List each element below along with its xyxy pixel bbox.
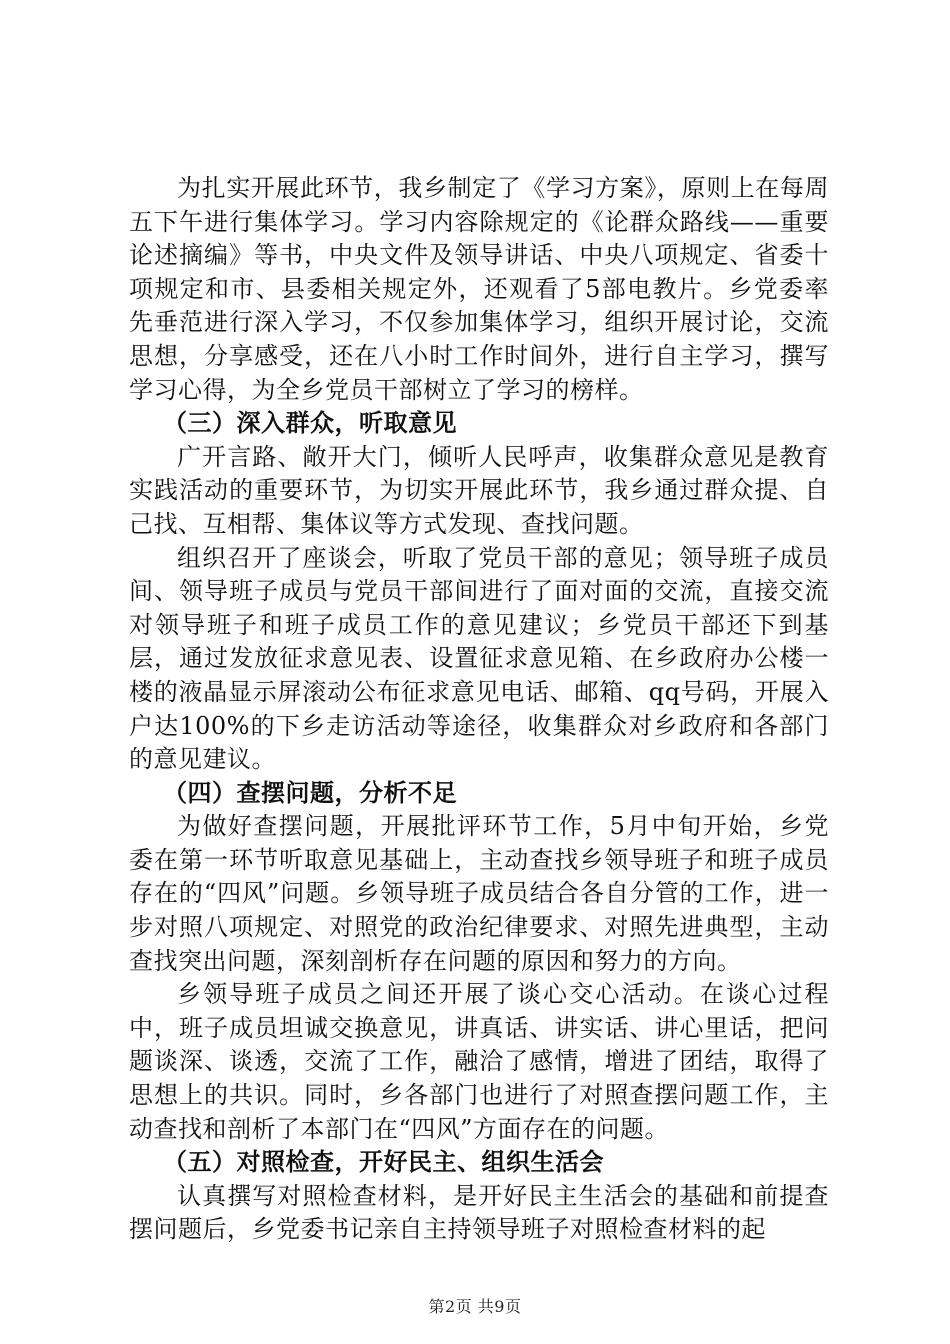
- paragraph-check-materials: 认真撰写对照检查材料，是开好民主生活会的基础和前提查摆问题后，乡党委书记亲自主持领导班子对照检查材料的起: [129, 1181, 829, 1244]
- paragraph-heart-talk: 乡领导班子成员之间还开展了谈心交心活动。在谈心过程中，班子成员坦诚交换意见，讲真话、讲实话、讲心里话，把问题谈深、谈透，交流了工作，融洽了感情，增进了团结，取得了思想上的共识。同时，乡各部门也进行了对照查摆问题工作，主动查找和剖析了本部门在“四风”方面存在的问题。: [129, 980, 829, 1143]
- paragraph-open-channels: 广开言路、敞开大门，倾听人民呼声，收集群众意见是教育实践活动的重要环节，为切实开展此环节，我乡通过群众提、自己找、互相帮、集体议等方式发现、查找问题。: [129, 442, 829, 538]
- section-heading-3: （三）深入群众，听取意见: [163, 409, 457, 438]
- paragraph-symposium: 组织召开了座谈会，听取了党员干部的意见；领导班子成员间、领导班子成员与党员干部间进行了面对面的交流，直接交流对领导班子和班子成员工作的意见建议；乡党员干部还下到基层，通过发放征求意见表、设置征求意见箱、在乡政府办公楼一楼的液晶显示屏滚动公布征求意见电话、邮箱、qq号码，开展入户达100%的下乡走访活动等途径，收集群众对乡政府和各部门的意见建议。: [129, 543, 829, 774]
- section-heading-5: （五）对照检查，开好民主、组织生活会: [163, 1148, 604, 1177]
- document-body: [129, 172, 829, 1247]
- paragraph-find-problems: 为做好查摆问题，开展批评环节工作，5月中旬开始，乡党委在第一环节听取意见基础上，主动查找乡领导班子和班子成员存在的“四风”问题。乡领导班子成员结合各自分管的工作，进一步对照八项规定、对照党的政治纪律要求、对照先进典型，主动查找突出问题，深刻剖析存在问题的原因和努力的方向。: [129, 812, 829, 975]
- paragraph-study-plan: 为扎实开展此环节，我乡制定了《学习方案》，原则上在每周五下午进行集体学习。学习内容除规定的《论群众路线——重要论述摘编》等书，中央文件及领导讲话、中央八项规定、省委十项规定和市、县委相关规定外，还观看了5部电教片。乡党委率先垂范进行深入学习，不仅参加集体学习，组织开展讨论，交流思想，分享感受，还在八小时工作时间外，进行自主学习，撰写学习心得，为全乡党员干部树立了学习的榜样。: [129, 174, 829, 404]
- page-number-footer: 第2页 共9页: [428, 1297, 522, 1316]
- section-heading-4: （四）查摆问题，分析不足: [163, 778, 457, 807]
